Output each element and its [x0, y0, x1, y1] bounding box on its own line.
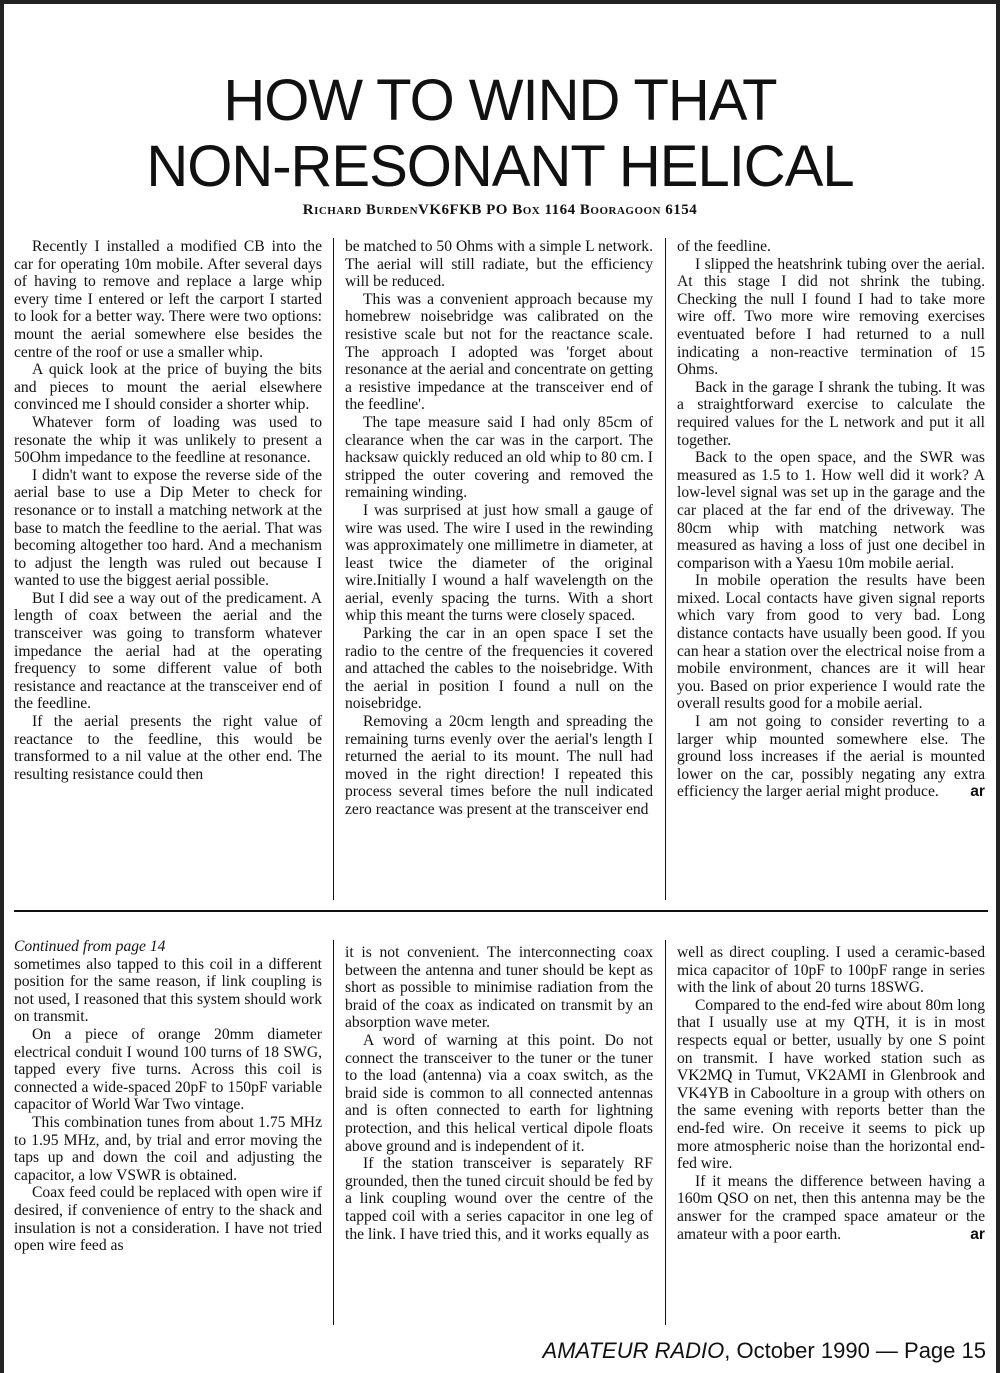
paragraph: A quick look at the price of buying the bits and pieces to mount the aerial elsewhere convinced me I should consider a shorter whip.	[14, 361, 322, 414]
continued-note: Continued from page 14	[14, 938, 166, 955]
column-rule	[665, 238, 666, 900]
paragraph: it is not convenient. The interconnecting coax between the antenna and tuner should be kept as short as possible to minimise radiation from the braid of the coax as indicated on transmit by an absorption wave meter.	[345, 944, 653, 1032]
paragraph: In mobile operation the results have been mixed. Local contacts have given signal reports which vary from good to very bad. Long distance contacts have usually been good. If you can hear a station over the electrical noise from a mobile environment, chances are it will hear you. Based on prior experience I would rate the overall results good for a mobile aerial.	[677, 572, 985, 713]
column-rule	[665, 940, 666, 1325]
title-line-1: HOW TO WIND THAT	[223, 68, 777, 133]
paragraph: Whatever form of loading was used to resonate the whip it was unlikely to present a 50Ohm impedance to the feedline at resonance.	[14, 413, 322, 467]
paragraph: On a piece of orange 20mm diameter electrical conduit I wound 100 turns of 18 SWG, tapped every five turns. Across this coil is connected a wide-spaced 20pF to 150pF variable capacitor of World War Two vintage.	[14, 1025, 322, 1114]
paragraph: Parking the car in an open space I set the radio to the centre of the frequencies it covered and attached the cables to the noisebridge. With the aerial in position I found a null on the noisebridge.	[345, 625, 653, 713]
paragraph: But I did see a way out of the predicament. A length of coax between the aerial and the transceiver was going to transform whatever impedance the aerial had at the operating frequency to some different value of both resistance and reactance at the transceiver end of the feedline.	[14, 589, 322, 713]
paragraph: Back in the garage I shrank the tubing. It was a straightforward exercise to calculate the required values for the L network and put it all together.	[677, 378, 985, 449]
article-title	[0, 68, 1000, 200]
paragraph: of the feedline.	[677, 238, 771, 255]
paragraph: Recently I installed a modified CB into the car for operating 10m mobile. After several days of having to remove and replace a large whip every time I entered or left the carport I started to look for a better way. There were two options: mount the aerial somewhere else besides the centre of the roof or use a smaller whip.	[14, 238, 322, 361]
paragraph: be matched to 50 Ohms with a simple L network. The aerial will still radiate, but the efficiency will be reduced.	[345, 238, 653, 291]
paragraph: I didn't want to expose the reverse side of the aerial base to use a Dip Meter to check for resonance or to install a matching network at the base to match the feedline to the aerial. That was becoming altogether too hard. And a mechanism to adjust the length was ruled out because I wanted to use the biggest aerial possible.	[14, 466, 322, 590]
top-column-1	[14, 238, 322, 783]
paragraph: The tape measure said I had only 85cm of clearance when the car was in the carport. The hacksaw quickly reduced an old whip to 80 cm. I stripped the outer covering and removed the remaining winding.	[345, 413, 653, 502]
paragraph: A word of warning at this point. Do not connect the transceiver to the tuner or the tuner to the load (antenna) via a coax switch, as the braid side is common to all connected antennas and is often connected to earth for lightning protection, and this helical vertical dipole floats above ground and is independent of it.	[345, 1031, 653, 1155]
column-rule	[333, 238, 334, 900]
paragraph: I was surprised at just how small a gauge of wire was used. The wire I used in the rewinding was approximately one millimetre in diameter, at least twice the diameter of the original wire.Initially I wound a half wavelength on the aerial, evenly spacing the turns. With a short whip this meant the turns were closely spaced.	[345, 501, 653, 625]
paragraph-text: I am not going to consider reverting to a larger whip mounted somewhere else. The ground loss increases if the aerial is mounted lower on the car, possibly negating any extra efficiency the larger aerial might produce.	[677, 713, 985, 801]
paragraph-text: If it means the difference between having a 160m QSO on net, then this antenna may be the answer for the cramped space amateur or the amateur with a poor earth.	[677, 1172, 985, 1243]
paragraph: If the aerial presents the right value of reactance to the feedline, this would be transformed to a nil value at the other end. The resulting resistance could then	[14, 713, 322, 783]
paragraph: Compared to the end-fed wire about 80m long that I usually use at my QTH, it is in most respects equal or better, usually by one S point on transmit. I have worked station such as VK2MQ in Tumut, VK2AMI in Glenbrook and VK4YB in Caboolture in a group with others on the same evening with reports better than the end-fed wire. On receive it seems to pick up more atmospheric noise than the horizontal end-fed wire.	[677, 996, 985, 1173]
paragraph: This combination tunes from about 1.75 MHz to 1.95 MHz, and, by trial and error moving the taps up and down the coil and adjusting the capacitor, a low VSWR is obtained.	[14, 1113, 322, 1184]
magazine-name: AMATEUR RADIO	[542, 1338, 725, 1363]
paragraph: Removing a 20cm length and spreading the remaining turns evenly over the aerial's length I returned the aerial to its mount. The null had moved in the right direction! I repeated this process several times before the null indicated zero reactance was present at the transceiver end	[345, 713, 653, 818]
page-footer	[543, 1338, 986, 1364]
paragraph: well as direct coupling. I used a ceramic-based mica capacitor of 10pF to 100pF range in series with the link of about 20 turns 18SWG.	[677, 944, 985, 997]
bottom-column-3	[677, 944, 985, 1243]
top-column-3	[677, 238, 985, 801]
paragraph: Coax feed could be replaced with open wire if desired, if convenience of entry to the shack and insulation is not a consideration. I have not tried open wire feed as	[14, 1184, 322, 1255]
title-line-2: NON-RESONANT HELICAL	[146, 134, 854, 199]
column-rule	[333, 940, 334, 1325]
page-border-top	[0, 0, 1000, 4]
end-mark: ar	[970, 1225, 985, 1243]
paragraph	[677, 1173, 985, 1243]
section-divider	[14, 910, 988, 912]
bottom-column-2	[345, 944, 653, 1243]
end-mark: ar	[970, 783, 985, 801]
paragraph: This was a convenient approach because my homebrew noisebridge was calibrated on the resistive scale but not for the reactance scale. The approach I adopted was 'forget about resonance at the aerial and concentrate on getting a resistive impedance at the transceiver end of the feedline'.	[345, 290, 653, 414]
paragraph: Back to the open space, and the SWR was measured as 1.5 to 1. How well did it work? A low-level signal was set up in the garage and the car placed at the far end of the driveway. The 80cm whip with matching network was measured as having a loss of just one decibel in comparison with a Yaesu 10m mobile aerial.	[677, 449, 985, 572]
byline: Richard BurdenVK6FKB PO Box 1164 Booragoon 6154	[302, 202, 698, 218]
paragraph	[677, 713, 985, 801]
paragraph: If the station transceiver is separately RF grounded, then the tuned circuit should be fed by a link coupling wound over the centre of the tapped coil with a series capacitor in one leg of the link. I have tried this, and it works equally as	[345, 1155, 653, 1243]
issue-page: , October 1990 — Page 15	[724, 1338, 986, 1363]
paragraph: I slipped the heatshrink tubing over the aerial. At this stage I did not shrink the tubing. Checking the null I found I had to take more wire off. Two more wire removing exercises eventuated before I had returned to a null indicating a non-reactive termination of 15 Ohms.	[677, 255, 985, 379]
paragraph: sometimes also tapped to this coil in a different position for the same reason, if link coupling is not used, I reasoned that this system should work on transmit.	[14, 955, 322, 1026]
bottom-column-1	[14, 938, 322, 1255]
top-column-2	[345, 238, 653, 819]
